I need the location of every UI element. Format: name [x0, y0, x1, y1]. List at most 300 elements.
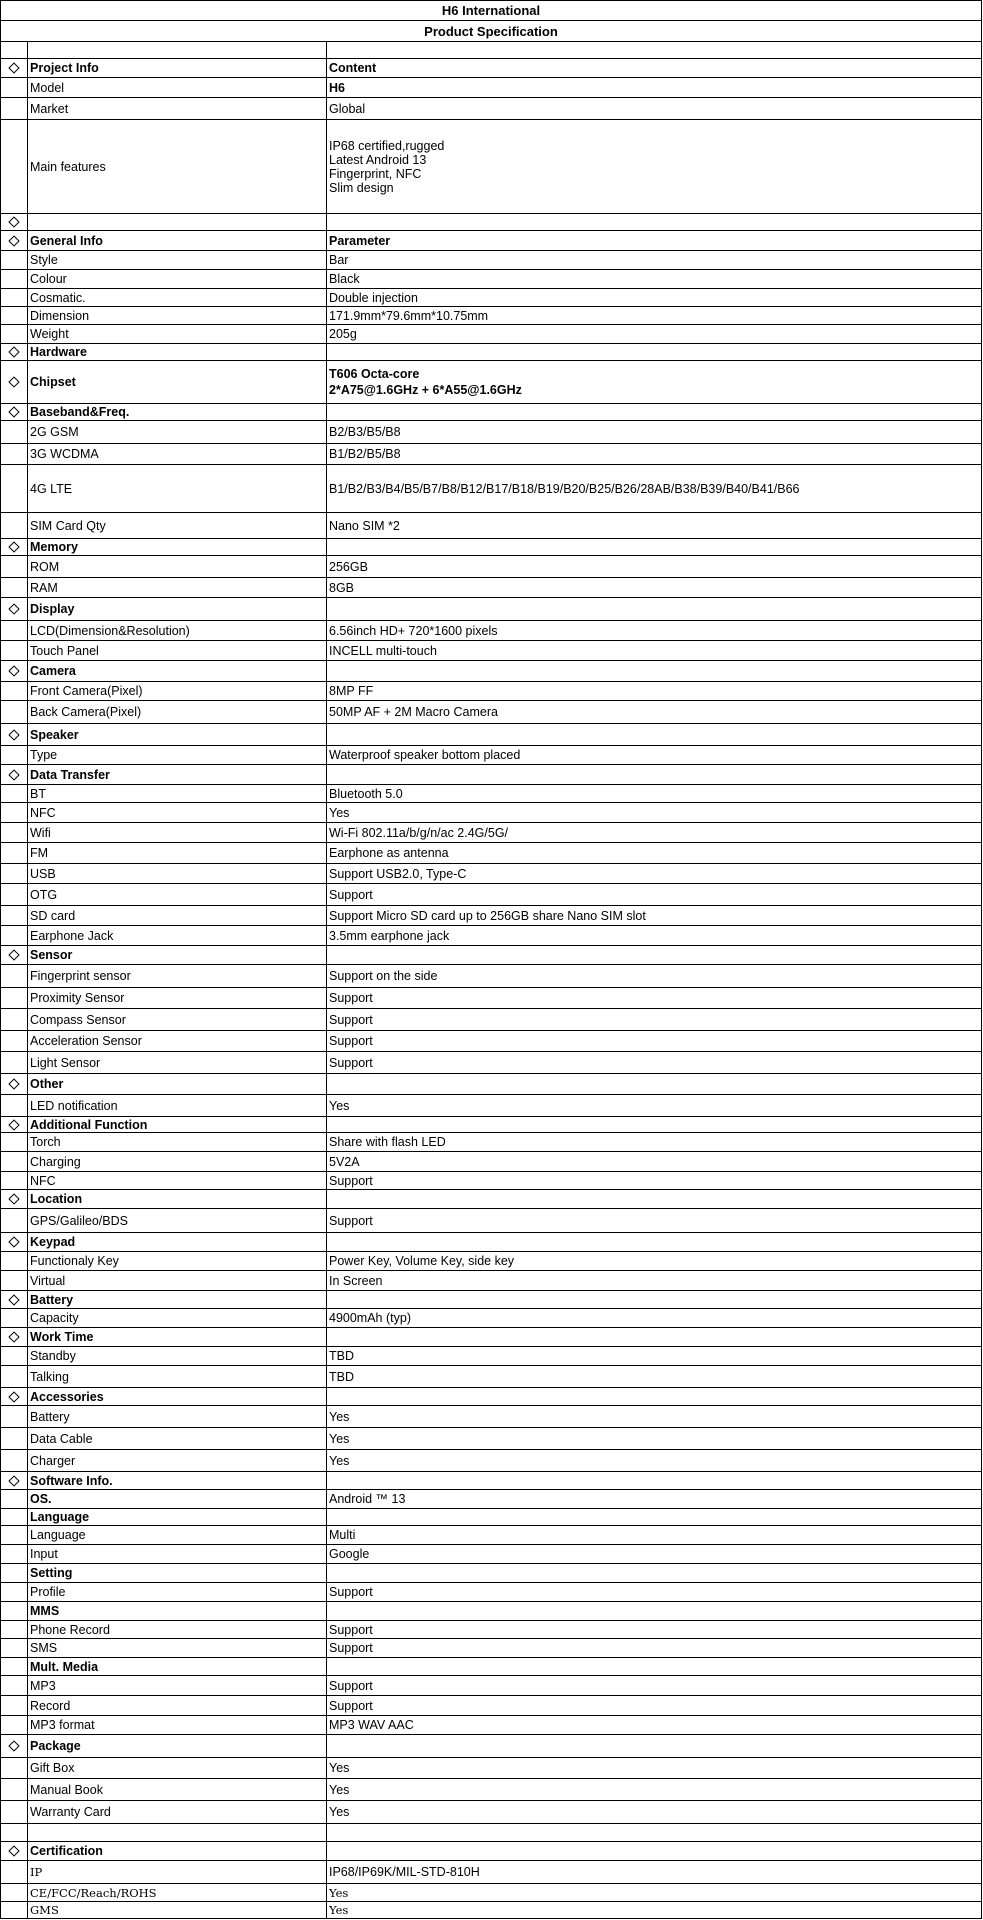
section-row [0, 1471, 982, 1489]
diamond-icon [8, 949, 19, 960]
spec-value: Content [327, 59, 982, 77]
marker-cell [0, 1545, 28, 1563]
spec-value [327, 765, 982, 784]
section-row [0, 1232, 982, 1251]
marker-cell [0, 701, 28, 723]
marker-cell [0, 42, 28, 58]
section-row [0, 723, 982, 745]
marker-cell [0, 724, 28, 745]
table-row [0, 41, 982, 58]
table-row [0, 1601, 982, 1620]
spec-value: H6 [327, 78, 982, 97]
spec-label: Display [28, 598, 327, 620]
table-row [0, 1757, 982, 1778]
section-row [0, 1734, 982, 1757]
spec-value: 8MP FF [327, 682, 982, 700]
spec-label: Main features [28, 120, 327, 213]
diamond-icon [8, 603, 19, 614]
marker-cell [0, 884, 28, 905]
spec-value: Support [327, 1639, 982, 1657]
spec-value: Support [327, 1009, 982, 1030]
spec-label: MP3 format [28, 1716, 327, 1734]
marker-cell [0, 988, 28, 1008]
table-row [0, 77, 982, 97]
table-row [0, 1823, 982, 1841]
marker-cell [0, 746, 28, 764]
section-row [0, 1073, 982, 1094]
marker-cell [0, 344, 28, 360]
spec-label: General Info [28, 231, 327, 250]
marker-cell [0, 1009, 28, 1030]
spec-label: Torch [28, 1133, 327, 1151]
marker-cell [0, 765, 28, 784]
diamond-icon [8, 216, 19, 227]
spec-label: Style [28, 251, 327, 269]
spec-value [327, 1291, 982, 1308]
table-row [0, 97, 982, 119]
spec-label: Battery [28, 1406, 327, 1427]
marker-cell [0, 1842, 28, 1860]
spec-value: Yes [327, 1884, 982, 1901]
spec-label: Camera [28, 661, 327, 681]
spec-label: IP [28, 1861, 327, 1883]
spec-value [327, 1658, 982, 1675]
marker-cell [0, 556, 28, 577]
spec-label: NFC [28, 1172, 327, 1189]
spec-value: IP68 certified,rugged Latest Android 13 Fingerprint, NFC Slim design [327, 120, 982, 213]
spec-label: Fingerprint sensor [28, 965, 327, 987]
marker-cell [0, 325, 28, 343]
table-row [0, 1778, 982, 1800]
spec-value: Yes [327, 1406, 982, 1427]
spec-label: Touch Panel [28, 641, 327, 660]
table-row [0, 250, 982, 269]
spec-value [327, 404, 982, 420]
spec-value: Multi [327, 1526, 982, 1544]
marker-cell [0, 1602, 28, 1620]
spec-label: USB [28, 864, 327, 883]
spec-value: Yes [327, 1779, 982, 1800]
marker-cell [0, 578, 28, 597]
marker-cell [0, 843, 28, 863]
table-row [0, 1675, 982, 1695]
spec-value: Yes [327, 1095, 982, 1116]
marker-cell [0, 539, 28, 555]
spec-value [327, 1735, 982, 1757]
spec-label: Chipset [28, 361, 327, 403]
spec-label: Colour [28, 270, 327, 288]
spec-label: Accessories [28, 1388, 327, 1405]
spec-value [327, 1602, 982, 1620]
table-row [0, 1365, 982, 1387]
marker-cell [0, 598, 28, 620]
marker-cell [0, 214, 28, 230]
spec-value [327, 344, 982, 360]
spec-label: Charging [28, 1152, 327, 1171]
spec-value: Nano SIM *2 [327, 513, 982, 538]
marker-cell [0, 1428, 28, 1449]
table-row [0, 512, 982, 538]
marker-cell [0, 823, 28, 842]
spec-label [28, 214, 327, 230]
table-row [0, 1860, 982, 1883]
spec-label: Mult. Media [28, 1658, 327, 1675]
spec-value: B1/B2/B5/B8 [327, 444, 982, 464]
marker-cell [0, 1271, 28, 1290]
table-row [0, 288, 982, 306]
spec-value: 5V2A [327, 1152, 982, 1171]
spec-value: Support [327, 1696, 982, 1715]
table-row [0, 420, 982, 443]
marker-cell [0, 1074, 28, 1094]
marker-cell [0, 1406, 28, 1427]
spec-value: Bluetooth 5.0 [327, 785, 982, 802]
spec-value: Google [327, 1545, 982, 1563]
table-row [0, 1715, 982, 1734]
marker-cell [0, 120, 28, 213]
spec-label: Cosmatic. [28, 289, 327, 306]
diamond-icon [8, 235, 19, 246]
table-row [0, 802, 982, 822]
spec-label: Back Camera(Pixel) [28, 701, 327, 723]
marker-cell [0, 307, 28, 324]
spec-value [327, 214, 982, 230]
spec-value: Support [327, 1052, 982, 1073]
marker-cell [0, 59, 28, 77]
spec-label: Market [28, 98, 327, 119]
section-row [0, 1841, 982, 1860]
spec-value: Global [327, 98, 982, 119]
spec-label: Memory [28, 539, 327, 555]
diamond-icon [8, 769, 19, 780]
spec-value: Yes [327, 803, 982, 822]
spec-label: ROM [28, 556, 327, 577]
spec-label: GPS/Galileo/BDS [28, 1209, 327, 1232]
table-row [0, 269, 982, 288]
marker-cell [0, 1884, 28, 1901]
spec-label: Capacity [28, 1309, 327, 1327]
marker-cell [0, 444, 28, 464]
section-row [0, 660, 982, 681]
spec-value [327, 1824, 982, 1841]
spec-label: 3G WCDMA [28, 444, 327, 464]
spec-label: Input [28, 1545, 327, 1563]
spec-label: Project Info [28, 59, 327, 77]
marker-cell [0, 641, 28, 660]
marker-cell [0, 1233, 28, 1251]
marker-cell [0, 926, 28, 945]
spec-label: OTG [28, 884, 327, 905]
marker-cell [0, 621, 28, 640]
spec-value: Support [327, 988, 982, 1008]
spec-label: Baseband&Freq. [28, 404, 327, 420]
spec-value: Support [327, 884, 982, 905]
section-row [0, 1116, 982, 1132]
spec-label: Record [28, 1696, 327, 1715]
spec-label: GMS [28, 1902, 327, 1918]
spec-label: Weight [28, 325, 327, 343]
marker-cell [0, 661, 28, 681]
spec-label: 4G LTE [28, 465, 327, 512]
spec-label: Speaker [28, 724, 327, 745]
marker-cell [0, 1716, 28, 1734]
section-row [0, 945, 982, 964]
spec-value: 256GB [327, 556, 982, 577]
marker-cell [0, 1031, 28, 1051]
spec-label: Location [28, 1190, 327, 1208]
table-row [0, 1427, 982, 1449]
spec-value: Yes [327, 1902, 982, 1918]
document-subtitle: Product Specification [0, 20, 982, 41]
marker-cell [0, 1824, 28, 1841]
spec-value: Share with flash LED [327, 1133, 982, 1151]
table-row [0, 1620, 982, 1638]
spec-label: MMS [28, 1602, 327, 1620]
diamond-icon [8, 665, 19, 676]
spec-label: Dimension [28, 307, 327, 324]
spec-value [327, 1190, 982, 1208]
marker-cell [0, 965, 28, 987]
table-row [0, 640, 982, 660]
section-row [0, 58, 982, 77]
table-row [0, 1308, 982, 1327]
marker-cell [0, 1758, 28, 1778]
marker-cell [0, 289, 28, 306]
diamond-icon [8, 1740, 19, 1751]
table-row [0, 1132, 982, 1151]
table-row [0, 1405, 982, 1427]
spec-value [327, 1564, 982, 1582]
diamond-icon [8, 62, 19, 73]
table-row [0, 306, 982, 324]
spec-label: Virtual [28, 1271, 327, 1290]
marker-cell [0, 421, 28, 443]
marker-cell [0, 1526, 28, 1544]
spec-value: In Screen [327, 1271, 982, 1290]
spec-value [327, 1233, 982, 1251]
spec-label: Type [28, 746, 327, 764]
spec-value: 50MP AF + 2M Macro Camera [327, 701, 982, 723]
table-row [0, 1563, 982, 1582]
spec-value [327, 661, 982, 681]
marker-cell [0, 946, 28, 964]
spec-label: Warranty Card [28, 1801, 327, 1823]
marker-cell [0, 785, 28, 802]
document-title: H6 International [0, 0, 982, 20]
section-row [0, 1189, 982, 1208]
marker-cell [0, 251, 28, 269]
marker-cell [0, 1209, 28, 1232]
table-row [0, 987, 982, 1008]
marker-cell [0, 78, 28, 97]
diamond-icon [8, 1294, 19, 1305]
table-row [0, 1030, 982, 1051]
table-row [0, 555, 982, 577]
spec-value: T606 Octa-core 2*A75@1.6GHz + 6*A55@1.6GHz [327, 361, 982, 403]
spec-value [327, 598, 982, 620]
spec-label: Front Camera(Pixel) [28, 682, 327, 700]
section-row [0, 764, 982, 784]
table-row [0, 1883, 982, 1901]
spec-label: Acceleration Sensor [28, 1031, 327, 1051]
marker-cell [0, 1117, 28, 1132]
spec-label: Data Transfer [28, 765, 327, 784]
marker-cell [0, 1291, 28, 1308]
section-row [0, 1290, 982, 1308]
spec-value: 3.5mm earphone jack [327, 926, 982, 945]
marker-cell [0, 465, 28, 512]
spec-label [28, 1824, 327, 1841]
spec-label: Manual Book [28, 1779, 327, 1800]
marker-cell [0, 1658, 28, 1675]
table-row [0, 1695, 982, 1715]
table-row [0, 119, 982, 213]
spec-value: Support [327, 1621, 982, 1638]
marker-cell [0, 1509, 28, 1525]
marker-cell [0, 1095, 28, 1116]
marker-cell [0, 1450, 28, 1471]
spec-value: Wi-Fi 802.11a/b/g/n/ac 2.4G/5G/ [327, 823, 982, 842]
section-row [0, 538, 982, 555]
section-row [0, 403, 982, 420]
spec-value [327, 1472, 982, 1489]
spec-value: Yes [327, 1450, 982, 1471]
diamond-icon [8, 729, 19, 740]
diamond-icon [8, 376, 19, 387]
marker-cell [0, 1676, 28, 1695]
spec-value [327, 1509, 982, 1525]
diamond-icon [8, 1119, 19, 1130]
marker-cell [0, 1902, 28, 1918]
marker-cell [0, 1252, 28, 1270]
table-row [0, 1525, 982, 1544]
spec-label: Light Sensor [28, 1052, 327, 1073]
spec-label: 2G GSM [28, 421, 327, 443]
marker-cell [0, 1696, 28, 1715]
spec-value: Waterproof speaker bottom placed [327, 746, 982, 764]
spec-value [327, 724, 982, 745]
spec-label: Proximity Sensor [28, 988, 327, 1008]
spec-label: Hardware [28, 344, 327, 360]
marker-cell [0, 1801, 28, 1823]
spec-label: Battery [28, 1291, 327, 1308]
table-row [0, 577, 982, 597]
spec-value: Android ™ 13 [327, 1490, 982, 1508]
spec-value: INCELL multi-touch [327, 641, 982, 660]
table-row [0, 905, 982, 925]
spec-value: 8GB [327, 578, 982, 597]
spec-value: Support [327, 1583, 982, 1601]
spec-label: Earphone Jack [28, 926, 327, 945]
marker-cell [0, 1190, 28, 1208]
spec-value: B1/B2/B3/B4/B5/B7/B8/B12/B17/B18/B19/B20/B25/B26/28AB/B38/B39/B40/B41/B66 [327, 465, 982, 512]
spec-value [327, 539, 982, 555]
diamond-icon [8, 1475, 19, 1486]
spec-value: Support [327, 1676, 982, 1695]
table-row [0, 681, 982, 700]
table-row [0, 925, 982, 945]
section-row [0, 1327, 982, 1346]
spec-label: FM [28, 843, 327, 863]
spec-label: LCD(Dimension&Resolution) [28, 621, 327, 640]
spec-label: SIM Card Qty [28, 513, 327, 538]
spec-label: Phone Record [28, 1621, 327, 1638]
marker-cell [0, 682, 28, 700]
spec-value: Support on the side [327, 965, 982, 987]
spec-label: Compass Sensor [28, 1009, 327, 1030]
spec-label: Language [28, 1509, 327, 1525]
spec-label: Sensor [28, 946, 327, 964]
spec-label: RAM [28, 578, 327, 597]
table-row [0, 324, 982, 343]
marker-cell [0, 1583, 28, 1601]
spec-value: Yes [327, 1801, 982, 1823]
diamond-icon [8, 1845, 19, 1856]
spec-label: Package [28, 1735, 327, 1757]
spec-label: LED notification [28, 1095, 327, 1116]
table-row [0, 1171, 982, 1189]
spec-label: SMS [28, 1639, 327, 1657]
table-row [0, 784, 982, 802]
table-row [0, 1051, 982, 1073]
spec-label: Additional Function [28, 1117, 327, 1132]
marker-cell [0, 1328, 28, 1346]
table-row [0, 620, 982, 640]
spec-value: Double injection [327, 289, 982, 306]
spec-value: 171.9mm*79.6mm*10.75mm [327, 307, 982, 324]
table-row [0, 443, 982, 464]
section-row [0, 343, 982, 360]
spec-value [327, 1117, 982, 1132]
marker-cell [0, 1735, 28, 1757]
marker-cell [0, 1366, 28, 1387]
table-row [0, 1901, 982, 1919]
spec-label: Talking [28, 1366, 327, 1387]
marker-cell [0, 1861, 28, 1883]
spec-label: Standby [28, 1347, 327, 1365]
spec-value: Support Micro SD card up to 256GB share Nano SIM slot [327, 906, 982, 925]
table-row [0, 1582, 982, 1601]
marker-cell [0, 1309, 28, 1327]
marker-cell [0, 1152, 28, 1171]
diamond-icon [8, 406, 19, 417]
spec-value: Yes [327, 1428, 982, 1449]
diamond-icon [8, 1193, 19, 1204]
table-row [0, 745, 982, 764]
diamond-icon [8, 1078, 19, 1089]
spec-label: Setting [28, 1564, 327, 1582]
table-row [0, 1508, 982, 1525]
table-row [0, 1800, 982, 1823]
spec-value [327, 946, 982, 964]
spec-value: Bar [327, 251, 982, 269]
section-row [0, 1387, 982, 1405]
spec-value: Parameter [327, 231, 982, 250]
marker-cell [0, 1639, 28, 1657]
spec-value [327, 1328, 982, 1346]
spec-label: Functionaly Key [28, 1252, 327, 1270]
table-row [0, 700, 982, 723]
spec-label: Charger [28, 1450, 327, 1471]
table-row [0, 863, 982, 883]
spec-label: Keypad [28, 1233, 327, 1251]
marker-cell [0, 803, 28, 822]
spec-label: Software Info. [28, 1472, 327, 1489]
table-row [0, 1346, 982, 1365]
table-row [0, 1449, 982, 1471]
spec-value: Support [327, 1172, 982, 1189]
marker-cell [0, 361, 28, 403]
